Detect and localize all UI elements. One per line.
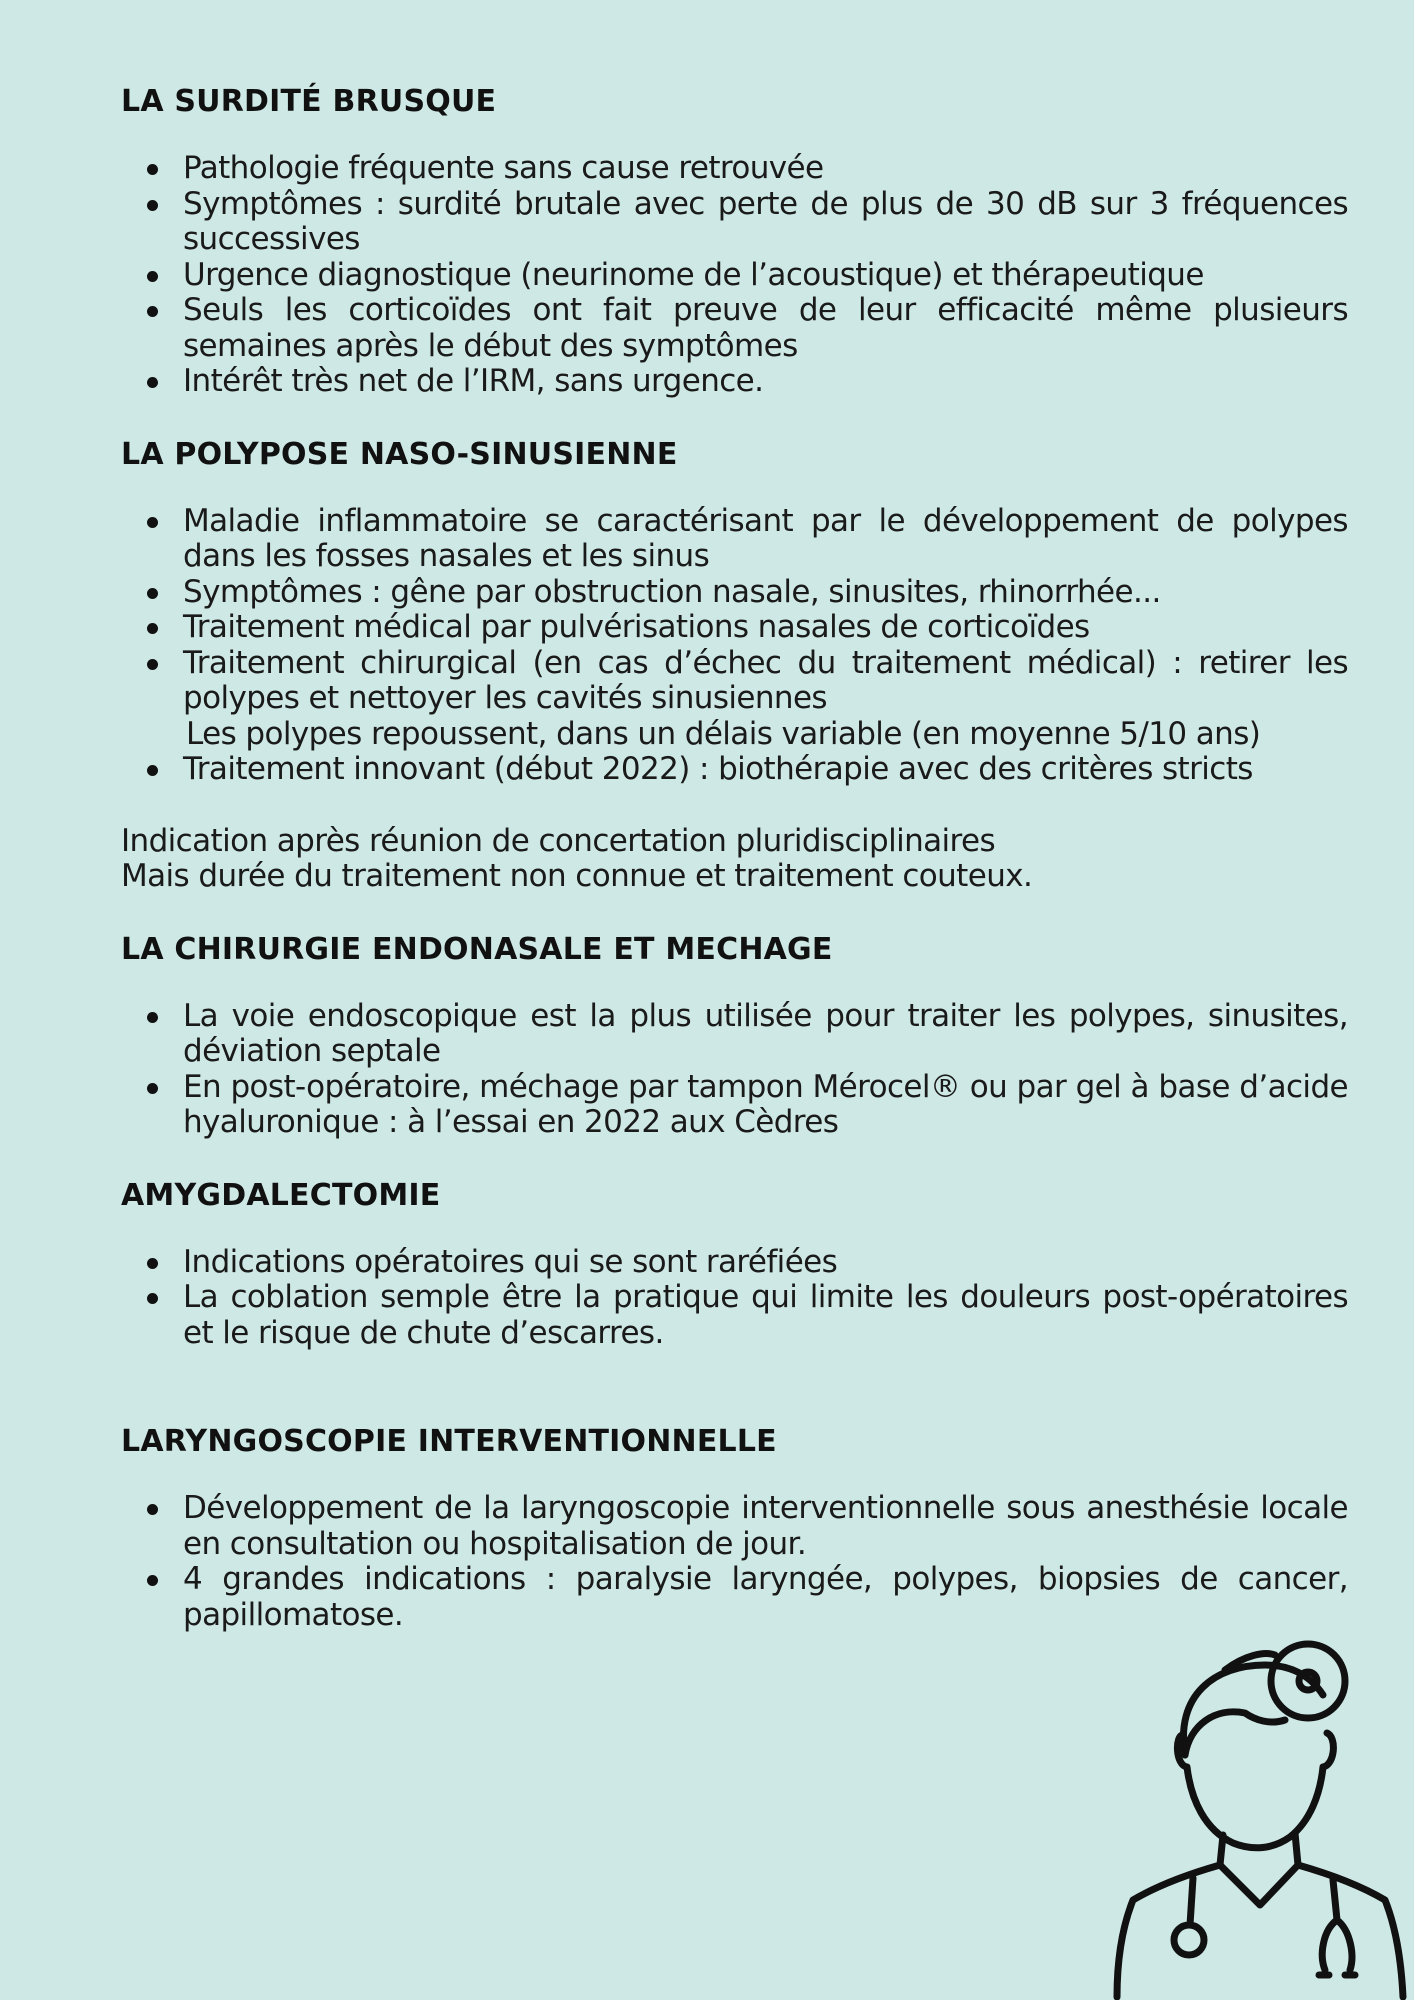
list-item: Pathologie fréquente sans cause retrouvée [121,151,1348,187]
list-item: Seuls les corticoïdes ont fait preuve de leur efficacité même plusieurs semaines après le début des symptômes [121,293,1348,364]
list-item: Symptômes : gêne par obstruction nasale, sinusites, rhinorrhée... [121,575,1348,611]
bullet-list [121,1491,1348,1633]
list-item: La coblation semple être la pratique qui limite les douleurs post-opératoires et le risque de chute d’escarres. [121,1280,1348,1351]
list-item: En post-opératoire, méchage par tampon Mérocel® ou par gel à base d’acide hyaluronique : à l’essai en 2022 aux Cèdres [121,1070,1348,1141]
doctor-with-head-mirror-icon [1105,1625,1414,2000]
section-title: LARYNGOSCOPIE INTERVENTIONNELLE [121,1424,777,1459]
section-title: AMYGDALECTOMIE [121,1177,441,1213]
section-polypose-naso-sinusienne [121,435,1348,895]
list-item-note: Les polypes repoussent, dans un délais variable (en moyenne 5/10 ans) [186,715,1261,752]
list-item: La voie endoscopique est la plus utilisée pour traiter les polypes, sinusites, déviation septale [121,999,1348,1070]
section-surdite-brusque [121,82,1348,400]
section-title: LA POLYPOSE NASO-SINUSIENNE [121,436,678,472]
paragraph-indication [121,824,1348,895]
list-item: Urgence diagnostique (neurinome de l’acoustique) et thérapeutique [121,258,1348,294]
list-item: Indications opératoires qui se sont raréfiées [121,1245,1348,1281]
document-content [121,82,1348,1668]
section-title: LA SURDITÉ BRUSQUE [121,84,497,119]
paragraph-line: Indication après réunion de concertation pluridisciplinaires [121,822,996,859]
spacer [121,1386,1348,1422]
list-item: Traitement chirurgical (en cas d’échec du traitement médical) : retirer les polypes et nettoyer les cavités sinusiennes [121,646,1348,717]
bullet-list [121,999,1348,1141]
list-item: Traitement innovant (début 2022) : biothérapie avec des critères stricts [121,752,1348,788]
paragraph-line: Mais durée du traitement non connue et traitement couteux. [121,858,1033,894]
list-item: Développement de la laryngoscopie interventionnelle sous anesthésie locale en consultation ou hospitalisation de jour. [121,1491,1348,1562]
section-amygdalectomie [121,1176,1348,1352]
list-item: 4 grandes indications : paralysie laryngée, polypes, biopsies de cancer, papillomatose. [121,1562,1348,1633]
list-item: Traitement médical par pulvérisations nasales de corticoïdes [121,610,1348,646]
bullet-list [121,151,1348,400]
list-item: Symptômes : surdité brutale avec perte de plus de 30 dB sur 3 fréquences successives [121,187,1348,258]
bullet-list [121,1245,1348,1352]
list-item: Maladie inflammatoire se caractérisant par le développement de polypes dans les fosses nasales et les sinus [121,504,1348,575]
section-chirurgie-endonasale [121,930,1348,1141]
list-item: Intérêt très net de l’IRM, sans urgence. [121,364,1348,400]
bullet-list [121,504,1348,788]
section-title: LA CHIRURGIE ENDONASALE ET MECHAGE [121,931,833,967]
section-laryngoscopie [121,1422,1348,1633]
